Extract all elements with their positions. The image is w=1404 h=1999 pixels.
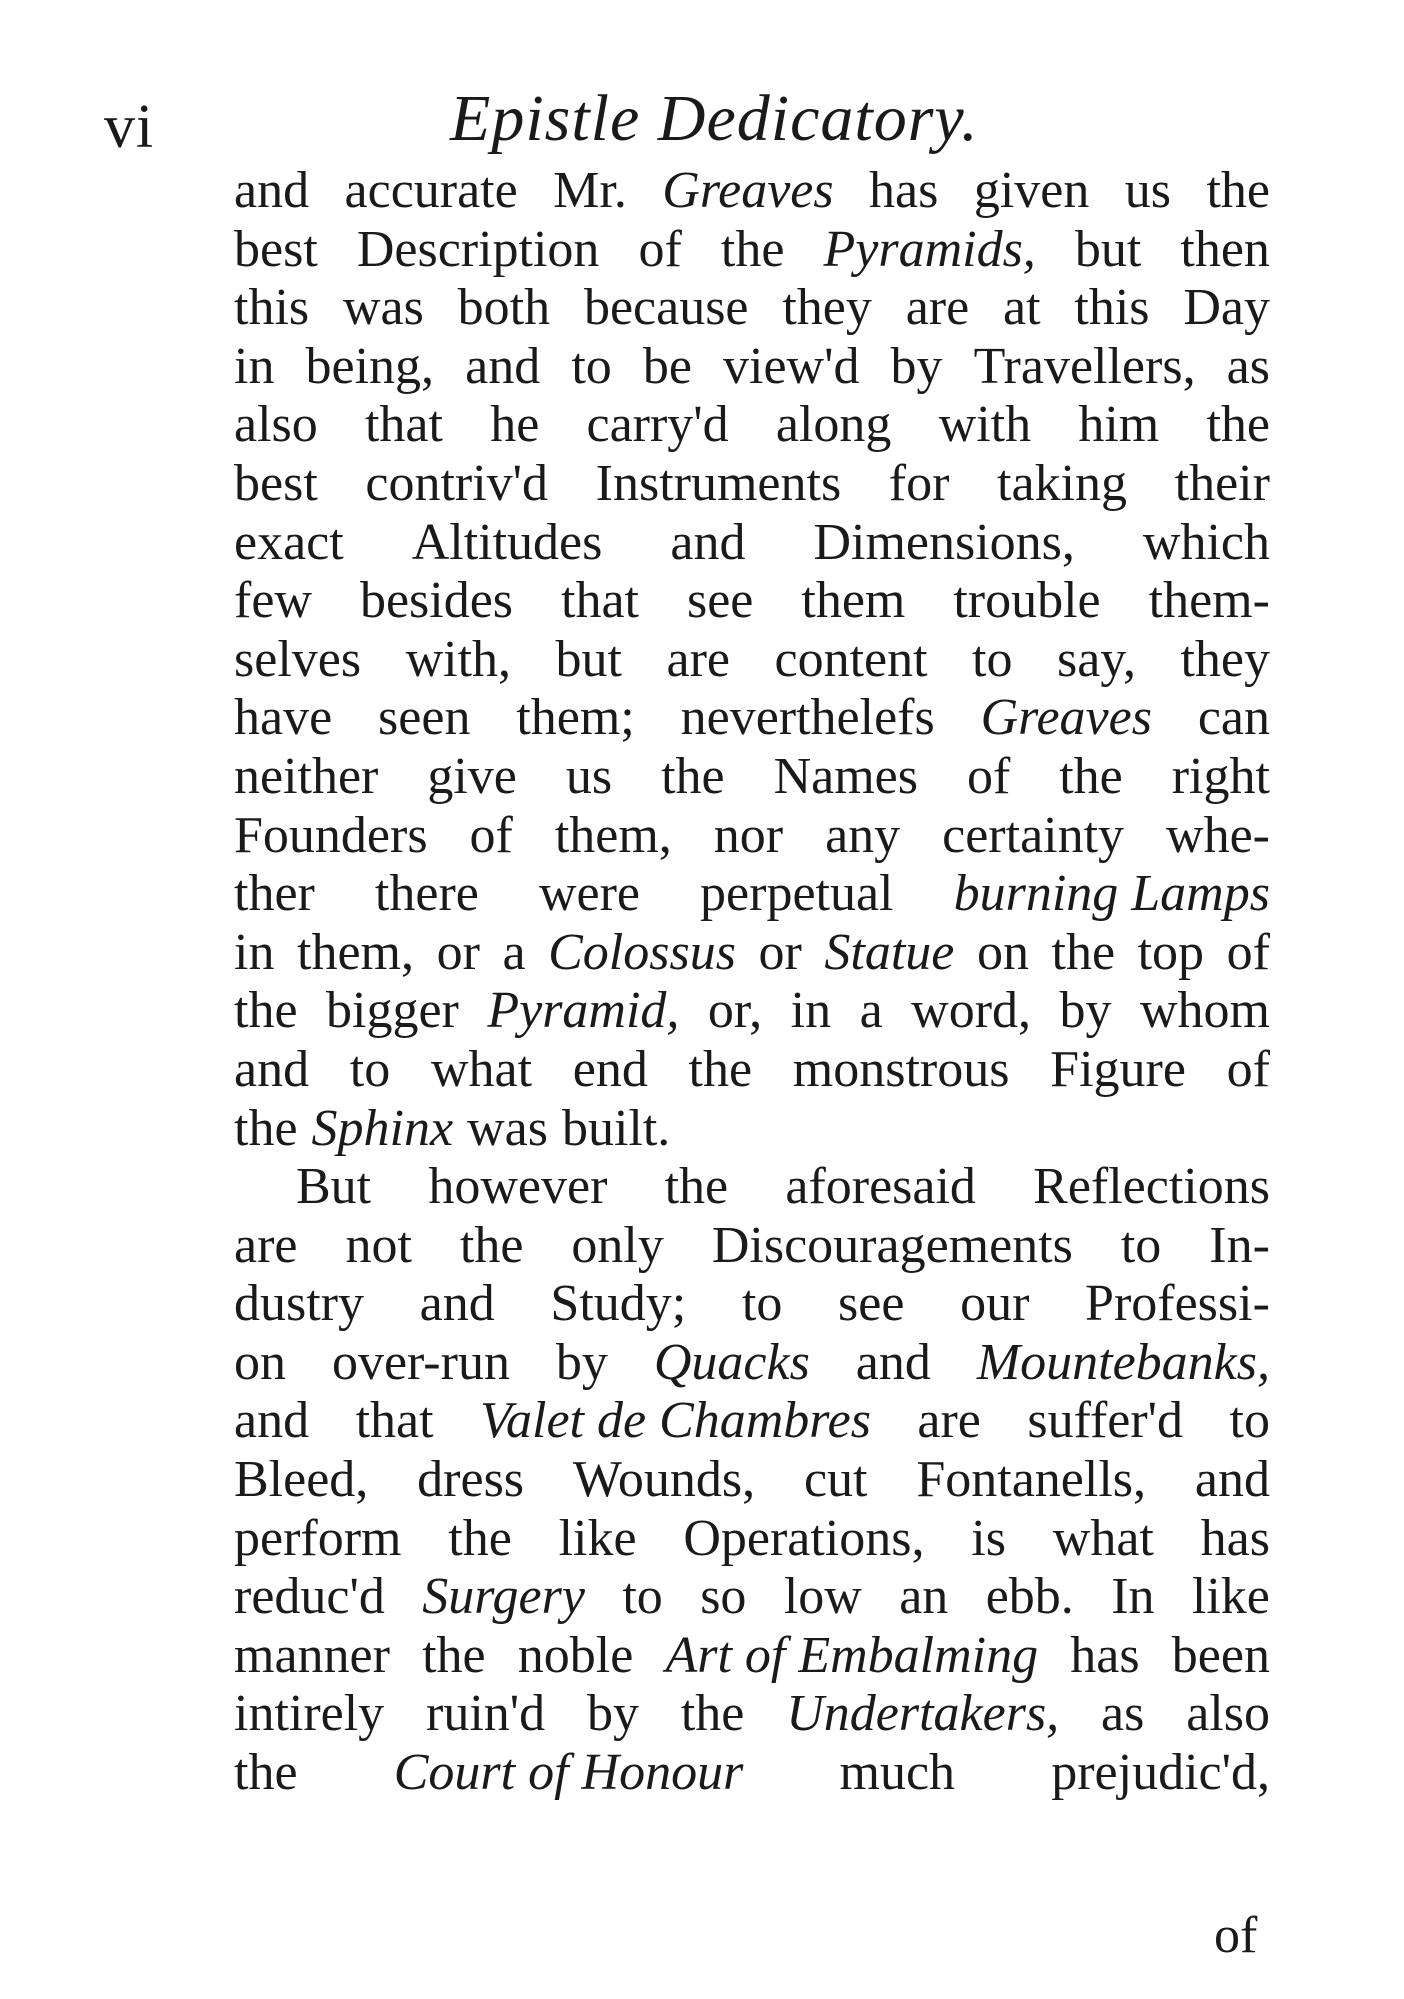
text-line: this was both because they are at this Day bbox=[234, 279, 1270, 337]
text-line: reduc'd Surgery to so low an ebb. In like bbox=[234, 1568, 1270, 1626]
running-head: Epistle Dedicatory. bbox=[450, 82, 979, 155]
text-line: best Description of the Pyramids, but then bbox=[234, 220, 1270, 278]
text-line: are not the only Discouragements to In- bbox=[234, 1216, 1270, 1274]
text-line: the bigger Pyramid, or, in a word, by whom bbox=[234, 982, 1270, 1040]
text-line: exact Altitudes and Dimensions, which bbox=[234, 513, 1270, 571]
text-line: intirely ruin'd by the Undertakers, as also bbox=[234, 1685, 1270, 1743]
text-line: best contriv'd Instruments for taking their bbox=[234, 454, 1270, 512]
text-line: Bleed, dress Wounds, cut Fontanells, and bbox=[234, 1451, 1270, 1509]
text-line: on over-run by Quacks and Mountebanks, bbox=[234, 1333, 1270, 1391]
text-line: in being, and to be view'd by Travellers, as bbox=[234, 337, 1270, 395]
text-line: selves with, but are content to say, they bbox=[234, 630, 1270, 688]
body-text bbox=[234, 162, 1270, 1803]
text-line: neither give us the Names of the right bbox=[234, 747, 1270, 805]
text-line: Founders of them, nor any certainty whe- bbox=[234, 806, 1270, 864]
text-line: also that he carry'd along with him the bbox=[234, 396, 1270, 454]
text-line: and that Valet de Chambres are suffer'd to bbox=[234, 1392, 1270, 1450]
catchword: of bbox=[1214, 1907, 1258, 1964]
text-line: perform the like Operations, is what has bbox=[234, 1509, 1270, 1567]
text-line: and accurate Mr. Greaves has given us the bbox=[234, 162, 1270, 219]
text-line: in them, or a Colossus or Statue on the top of bbox=[234, 923, 1270, 981]
text-line: few besides that see them trouble them- bbox=[234, 572, 1270, 630]
text-line: But however the aforesaid Reflections bbox=[296, 1158, 1270, 1216]
text-line: dustry and Study; to see our Professi- bbox=[234, 1275, 1270, 1333]
text-line: have seen them; neverthelefs Greaves can bbox=[234, 689, 1270, 747]
text-line: ther there were perpetual burning Lamps bbox=[234, 865, 1270, 923]
text-line: and to what end the monstrous Figure of bbox=[234, 1040, 1270, 1098]
text-line: the Court of Honour much prejudic'd, bbox=[234, 1744, 1270, 1802]
text-line: the Sphinx was built. bbox=[234, 1099, 671, 1157]
text-line: manner the noble Art of Embalming has been bbox=[234, 1626, 1270, 1684]
page-number: vi bbox=[104, 93, 155, 161]
